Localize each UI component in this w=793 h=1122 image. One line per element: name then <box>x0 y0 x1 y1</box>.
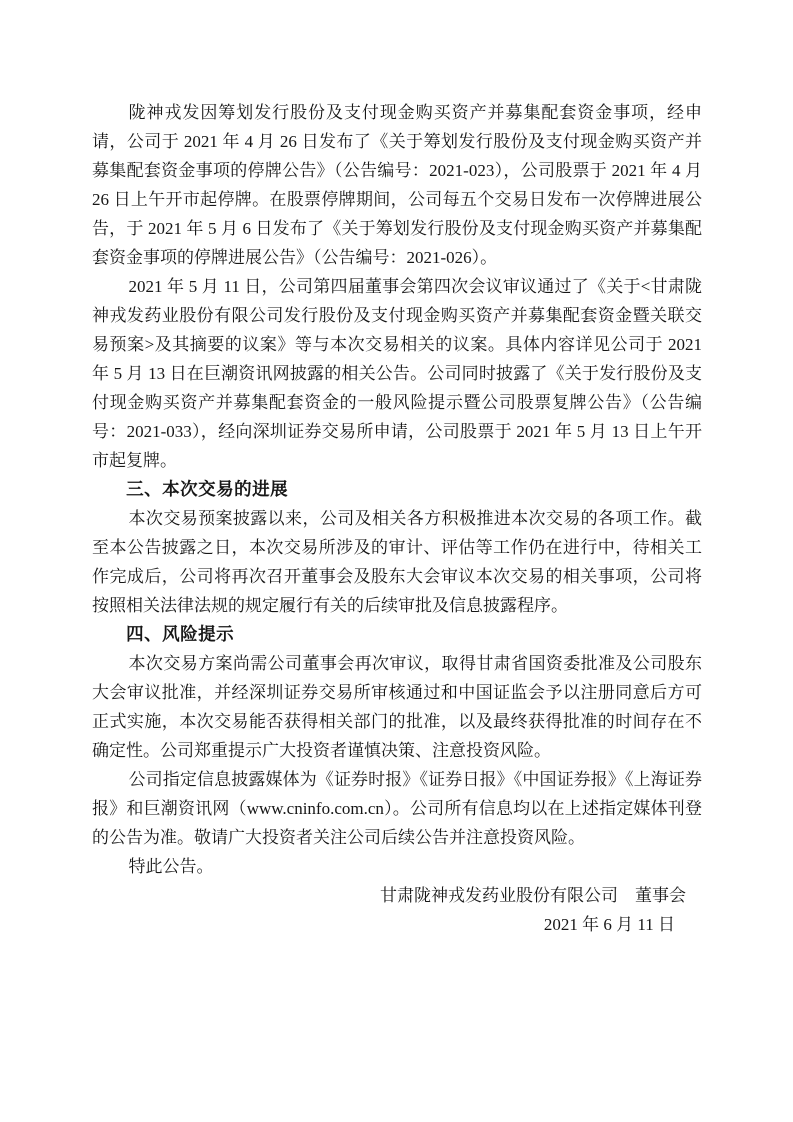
paragraph-risk-notice: 本次交易方案尚需公司董事会再次审议，取得甘肃省国资委批准及公司股东大会审议批准，并经深圳证券交易所审核通过和中国证监会予以注册同意后方可正式实施，本次交易能否获得相关部门的批准，以及最终获得批准的时间存在不确定性。公司郑重提示广大投资者谨慎决策、注意投资风险。 <box>92 654 702 760</box>
section-heading-transaction-progress: 三、本次交易的进展 <box>126 479 289 499</box>
paragraph-disclosure-media: 公司指定信息披露媒体为《证券时报》《证券日报》《中国证券报》《上海证券报》和巨潮资讯网（www.cninfo.com.cn）。公司所有信息均以在上述指定媒体刊登的公告为准。敬请广大投资者关注公司后续公告并注意投资风险。 <box>92 770 702 847</box>
signature-date: 2021 年 6 月 11 日 <box>543 915 675 934</box>
signature-company: 甘肃陇神戎发药业股份有限公司 董事会 <box>380 886 686 905</box>
paragraph-board-approval: 2021 年 5 月 11 日，公司第四届董事会第四次会议审议通过了《关于<甘肃陇神戎发药业股份有限公司发行股份及支付现金购买资产并募集配套资金暨关联交易预案>及其摘要的议案》等与本次交易相关的议案。具体内容详见公司于 2021 年 5 月 13 日在巨潮资讯网披露的相关公告。公司同时披露了《关于发行股份及支付现金购买资产并募集配套资金的一般风险提示暨公司股票复牌公告》（公告编号：2021-033），经向深圳证券交易所申请，公司股票于 2021 年 5 月 13 日上午开市起复牌。 <box>92 277 702 470</box>
paragraph-suspension-history: 陇神戎发因筹划发行股份及支付现金购买资产并募集配套资金事项，经申请，公司于 2021 年 4 月 26 日发布了《关于筹划发行股份及支付现金购买资产并募集配套资金事项的停牌公告》（公告编号：2021-023），公司股票于 2021 年 4 月 26 日上午开市起停牌。在股票停牌期间，公司每五个交易日发布一次停牌进展公告，于 2021 年 5 月 6 日发布了《关于筹划发行股份及支付现金购买资产并募集配套资金事项的停牌进展公告》（公告编号：2021-026）。 <box>92 103 702 267</box>
section-heading-risk-notice: 四、风险提示 <box>126 624 235 644</box>
paragraph-closing-statement: 特此公告。 <box>128 857 214 876</box>
paragraph-transaction-progress: 本次交易预案披露以来，公司及相关各方积极推进本次交易的各项工作。截至本公告披露之日，本次交易所涉及的审计、评估等工作仍在进行中，待相关工作完成后，公司将再次召开董事会及股东大会审议本次交易的相关事项，公司将按照相关法律法规的规定履行有关的后续审批及信息披露程序。 <box>92 509 702 615</box>
